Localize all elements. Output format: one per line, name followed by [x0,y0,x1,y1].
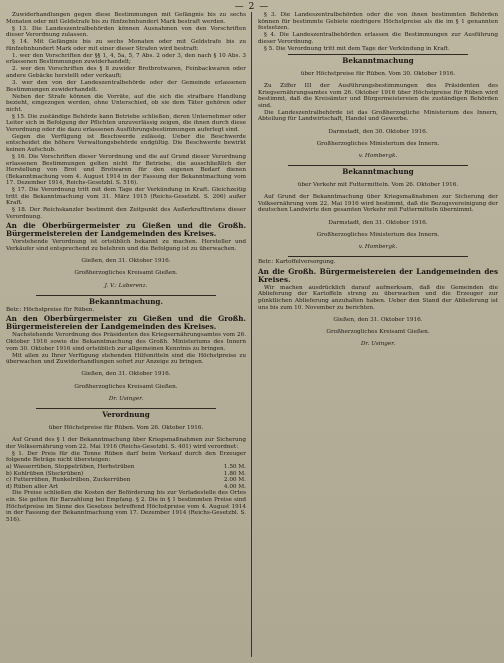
price-item [6,484,246,491]
ordinance-subtitle: über Höchstpreise für Rüben. Vom 26. Oktober 1916. [48,424,204,431]
paragraph: § 18. Der Reichskanzler bestimmt den Zeitpunkt des Außerkrafttretens dieser Verordnung. [6,207,246,220]
paragraph: Mit allen zu Ihrer Verfügung stehenden Hilfsmitteln sind die Höchstpreise zu überwachen und Zuwiderhandlungen sofort zur Anzeige zu bringen. [6,352,246,366]
column-divider [251,12,252,657]
announcement-subtitle: über Höchstpreise für Rüben. Vom 30. Oktober 1916. [300,70,456,77]
address-heading: An den Oberbürgermeister zu Gießen und die Großh. Bürgermeistereien der Landgemeinden des Kreises. [6,314,246,332]
price-item-amount: 4.00 M. [223,483,246,490]
divider [288,54,468,55]
paragraph: Wir machen ausdrücklich darauf aufmerksam, daß die Gemeinden die Ablieferung der Kartoffeln streng zu überwachen und die Erzeuger zur pünktlichen Ablieferung anzuhalten haben. Ueber den Stand der Ablieferung ist uns bis zum 10. November zu berichten. [258,284,498,311]
paragraph: Auf Grund der Bekanntmachung über Kriegsmaßnahmen zur Sicherung der Volksernährung vom 22. Mai 1916 wird bestimmt, daß die Bezugsvereinigung der deutschen Landwirte den gesamten Verkehr mit Futtermitteln übernimmt. [258,194,498,214]
announcement-heading: Bekanntmachung [342,56,414,66]
price-item-amount: 1.80 M. [223,470,246,477]
price-item-label: c) Futterrüben, Runkelrüben, Zuckerrüben [6,477,131,484]
issuing-office: Großherzogliches Kreisamt Gießen. [326,328,430,335]
announcement-heading: Bekanntmachung. [89,296,163,306]
signature: Dr. Usinger. [360,341,396,348]
signature: v. Hombergk. [358,153,398,160]
ordinance-heading: Verordnung [102,410,150,420]
address-heading: An die Großh. Bürgermeistereien der Landgemeinden des Kreises. [258,266,498,284]
paragraph: Zu Ziffer III der Ausführungsbestimmungen des Präsidenten des Kriegsernährungsamtes vom 26. Oktober 1916 über Höchstpreise für Rüben wird bestimmt, daß die Kreisämter und Bürgermeistereien die zuständigen Behörden sind. [258,83,498,109]
divider [288,256,468,257]
paragraph: § 15. Die zuständige Behörde kann Betriebe schließen, deren Unternehmer oder Leiter sich in Befolgung der Pflichten unzuverlässig zeigen, die ihnen durch diese Verordnung oder die dazu erlassenen Ausführungsbestimmungen auferlegt sind. [6,113,246,133]
subject-line: Betr.: Höchstpreise für Rüben. [6,306,95,313]
dateline: Darmstadt, den 31. Oktober 1916. [328,219,428,226]
paragraph: 1. wer den Vorschriften der §§ 1, 4, 5a, 5, 7 Abs. 2 oder 3, den nach § 10 Abs. 3 erlassenen Bestimmungen zuwiderhandelt; [6,52,246,66]
paragraph: Vorstehende Verordnung ist ortsüblich bekannt zu machen. Hersteller und Verkäufer sind entsprechend zu belehren und die Befolgung ist zu überwachen. [6,239,246,252]
price-item-label: b) Kohlrüben (Steckrüben) [6,470,84,477]
paragraph: Zuwiderhandlungen gegen diese Bestimmungen mit Gefängnis bis zu sechs Monaten oder mit Geldstrafe bis zu fünfzehnhundert Mark bestraft werden. [6,12,246,25]
paragraph: § 17. Die Verordnung tritt mit dem Tage der Verkündung in Kraft. Gleichzeitig tritt die Bekanntmachung vom 31. März 1915 (Reichs-Gesetzbl. S. 206) außer Kraft. [6,187,246,207]
announcement-heading: Bekanntmachung [342,167,414,177]
price-item-label: d) Rüben aller Art [6,483,59,490]
divider [36,408,216,409]
dateline: Gießen, den 31. Oktober 1916. [333,316,423,323]
paragraph: § 4. Die Landeszentralbehörden erlassen die Bestimmungen zur Ausführung dieser Verordnung. [258,32,498,45]
right-column [258,12,498,353]
paragraph: § 14. Mit Gefängnis bis zu sechs Monaten oder mit Geldstrafe bis zu fünfzehnhundert Mark oder mit einer dieser Strafen wird bestraft: [6,39,246,52]
paragraph: 3. wer den von der Landeszentralbehörde oder der Gemeinde erlassenen Bestimmungen zuwiderhandelt. [6,79,246,93]
paragraph: 2. wer den Vorschriften des § 8 zuwider Brotbrotwaren, Feinbackwaren oder andere Gebäcke herstellt oder verkauft; [6,66,246,79]
signature: Dr. Usinger. [108,395,144,402]
signature: J. V.: Laberenz. [104,282,148,289]
issuing-office: Großherzogliches Kreisamt Gießen. [74,270,178,277]
paragraph: Auf Grund des § 1 der Bekanntmachung über Kriegsmaßnahmen zur Sicherung der Volksernährung vom 22. Mai 1916 (Reichs-Gesetzbl. S. 401) wird verordnet: [6,437,246,450]
signature: v. Hombergk. [358,244,398,251]
paragraph: Die Landeszentralbehörde ist das Großherzogliche Ministerium des Innern, Abteilung für Landwirtschaft, Handel und Gewerbe. [258,109,498,123]
divider [288,165,468,166]
issuing-office: Großherzogliches Ministerium des Innern. [316,231,440,238]
announcement-subtitle: über Verkehr mit Futtermitteln. Vom 26. Oktober 1916. [297,182,459,189]
dateline: Gießen, den 31. Oktober 1916. [81,258,171,265]
dateline: Gießen, den 31. Oktober 1916. [81,371,171,378]
dateline: Darmstadt, den 30. Oktober 1916. [328,128,428,135]
paragraph: Gegen die Verfügung ist Beschwerde zulässig. Ueber die Beschwerde entscheidet die höhere Verwaltungsbehörde endgültig. Die Beschwerde bewirkt keinen Aufschub. [6,133,246,153]
paragraph: § 1. Der Preis für die Tonne Rüben darf beim Verkauf durch den Erzeuger folgende Beträge nicht übersteigen: [6,450,246,464]
announcement-heading: An die Oberbürgermeister zu Gießen und die Großh. Bürgermeistereien der Landgemeinden des Kreises. [6,221,246,239]
paragraph: § 16. Die Vorschriften dieser Verordnung und die auf Grund dieser Verordnung erlassenen Bestimmungen gelten nicht für Betriebe, die ausschließlich der Herstellung von Brot und Brotwaren für den eigenen Bedarf dienen (Bekanntmachung vom 4. August 1914 in der Fassung der Bekanntmachung vom 17. Dezember 1914, Reichs-Gesetzbl. S. 516). [6,153,246,187]
paragraph: Nachstehende Verordnung des Präsidenten des Kriegsernährungsamtes vom 26. Oktober 1916 sowie die Bekanntmachung des Großh. Ministeriums des Innern vom 30. Oktober 1916 sind ortsüblich zur allgemeinen Kenntnis zu bringen. [6,332,246,352]
price-item-amount: 2.00 M. [223,477,246,484]
paragraph: Die Preise schließen die Kosten der Beförderung bis zur Verladestelle des Ortes ein. Sie gelten für Barzahlung bei Empfang. § 2. Die in § 1 bestimmten Preise sind Höchstpreise im Sinne des Gesetzes betreffend Höchstpreise vom 4. August 1914 in der Fassung der Bekanntmachung vom 17. Dezember 1914 (Reichs-Gesetzbl. S. 516). [6,490,246,523]
paragraph: Neben der Strafe können die Vorräte, auf die sich die strafbare Handlung bezieht, eingezogen werden, ohne Unterschied, ob sie dem Täter gehören oder nicht. [6,93,246,113]
issuing-office: Großherzogliches Ministerium des Innern. [316,140,440,147]
paragraph: § 5. Die Verordnung tritt mit dem Tage der Verkündung in Kraft. [264,45,450,52]
divider [36,295,216,296]
price-item-label: a) Wasserrüben, Stoppelrüben, Herbstrüben [6,464,135,471]
paragraph: § 13. Die Landeszentralbehörden können Ausnahmen von den Vorschriften dieser Verordnung zulassen. [6,25,246,39]
left-column [6,12,246,524]
paragraph: § 3. Die Landeszentralbehörden oder die von ihnen bestimmten Behörden können für bestimmte Gebiete niedrigere Höchstpreise als die im § 1 genannten festsetzen. [258,12,498,32]
price-item-amount: 1.50 M. [223,464,246,471]
issuing-office: Großherzogliches Kreisamt Gießen. [74,383,178,390]
page-number: — 2 — [234,2,270,12]
subject-line: Betr.: Kartoffelversorgung. [258,259,336,266]
